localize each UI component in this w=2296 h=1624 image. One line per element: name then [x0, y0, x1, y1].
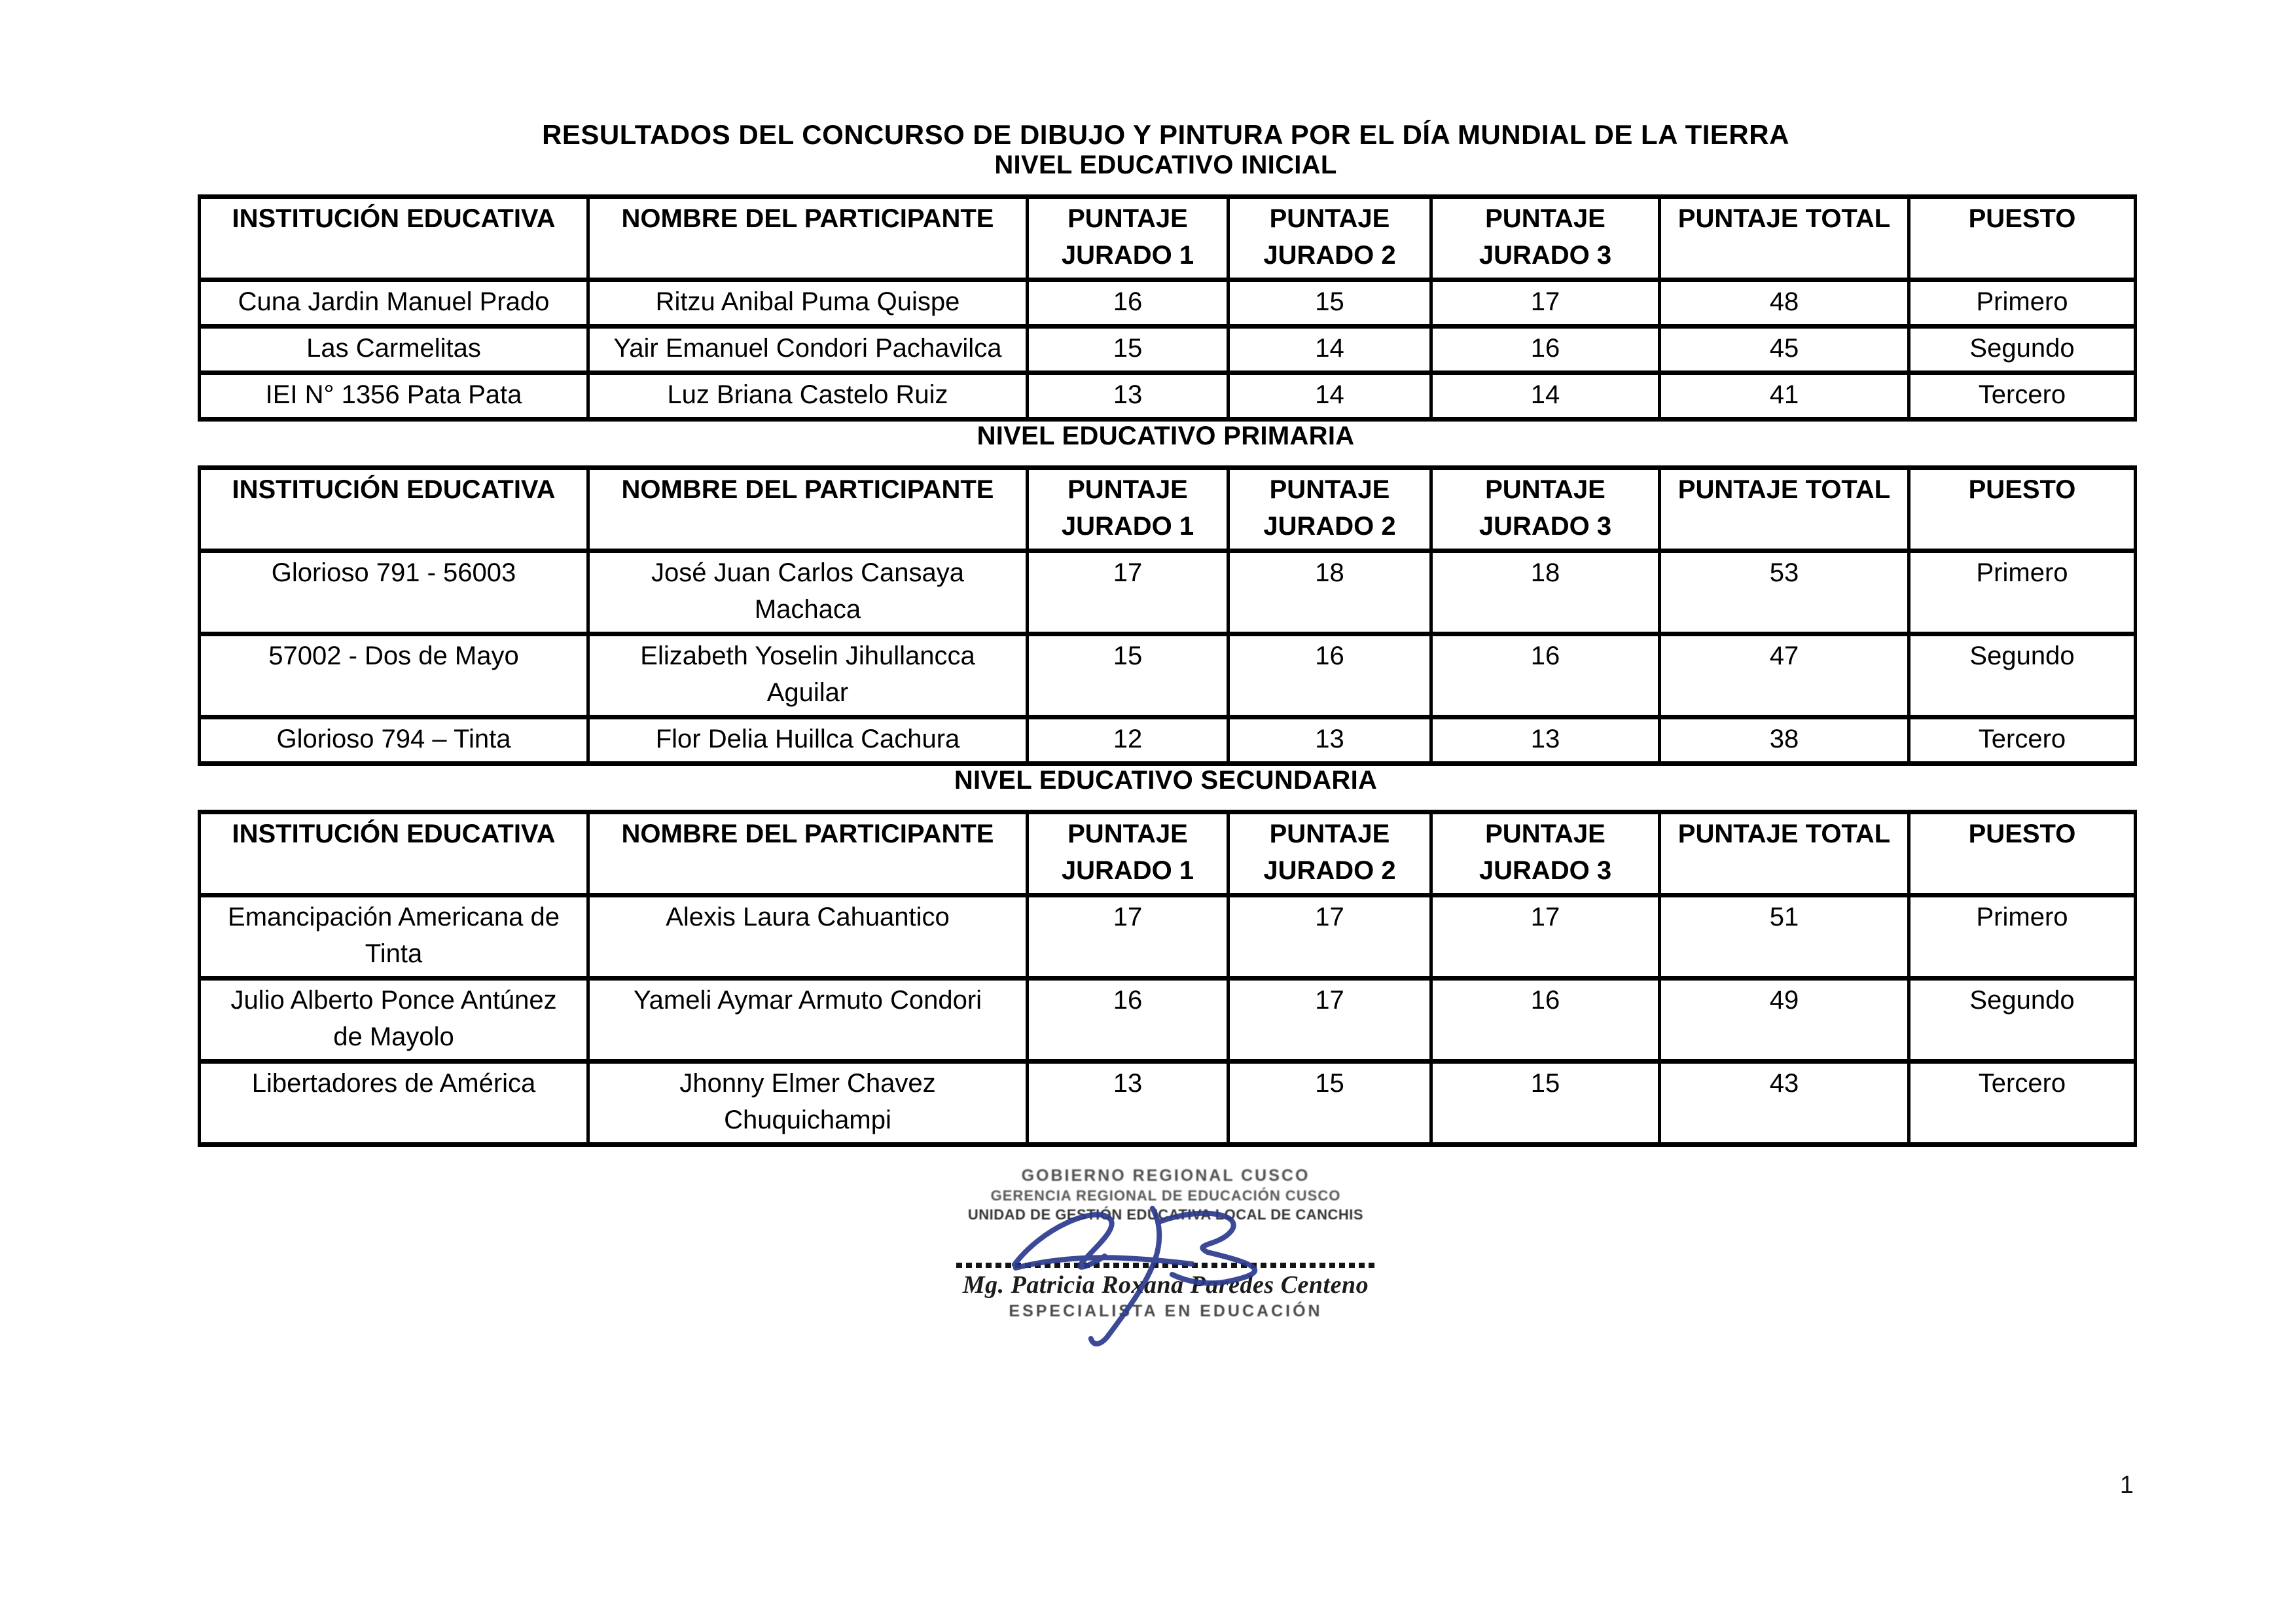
- results-table-primaria: [198, 465, 2137, 766]
- section-title-inicial: NIVEL EDUCATIVO INICIAL: [994, 151, 1337, 179]
- col-header-participante: NOMBRE DEL PARTICIPANTE: [588, 468, 1028, 551]
- cell-institucion: Glorioso 794 – Tinta: [200, 717, 588, 764]
- table-row: [200, 551, 2136, 634]
- cell-puesto: Segundo: [1909, 634, 2136, 717]
- results-table-inicial: [198, 194, 2137, 422]
- cell-participante: José Juan Carlos Cansaya Machaca: [588, 551, 1028, 634]
- cell-puntaje-jurado-1: 16: [1028, 280, 1229, 327]
- cell-puntaje-total: 51: [1660, 895, 1909, 979]
- col-header-institucion: INSTITUCIÓN EDUCATIVA: [200, 812, 588, 895]
- table-row: [200, 895, 2136, 979]
- cell-puntaje-jurado-2: 13: [1229, 717, 1431, 764]
- col-header-puntaje-jurado-3: PUNTAJE JURADO 3: [1431, 812, 1660, 895]
- table-row: [200, 634, 2136, 717]
- cell-participante: Alexis Laura Cahuantico: [588, 895, 1028, 979]
- document-content: [198, 119, 2134, 1321]
- cell-puntaje-jurado-3: 15: [1431, 1062, 1660, 1145]
- table-row: [200, 373, 2136, 420]
- col-header-puntaje-jurado-2: PUNTAJE JURADO 2: [1229, 468, 1431, 551]
- cell-puesto: Primero: [1909, 895, 2136, 979]
- cell-institucion: Libertadores de América: [200, 1062, 588, 1145]
- cell-puntaje-total: 53: [1660, 551, 1909, 634]
- cell-puntaje-jurado-1: 12: [1028, 717, 1229, 764]
- cell-puntaje-jurado-1: 15: [1028, 634, 1229, 717]
- cell-participante: Flor Delia Huillca Cachura: [588, 717, 1028, 764]
- cell-puntaje-total: 48: [1660, 280, 1909, 327]
- document-title: RESULTADOS DEL CONCURSO DE DIBUJO Y PINTURA POR EL DÍA MUNDIAL DE LA TIERRA: [542, 119, 1789, 150]
- col-header-puesto: PUESTO: [1909, 812, 2136, 895]
- cell-puntaje-jurado-2: 18: [1229, 551, 1431, 634]
- cell-puesto: Segundo: [1909, 327, 2136, 373]
- col-header-puntaje-jurado-1: PUNTAJE JURADO 1: [1028, 197, 1229, 280]
- col-header-puesto: PUESTO: [1909, 197, 2136, 280]
- cell-participante: Yair Emanuel Condori Pachavilca: [588, 327, 1028, 373]
- signatory-role: ESPECIALISTA EN EDUCACIÓN: [1009, 1302, 1323, 1320]
- table-row: [200, 327, 2136, 373]
- col-header-participante: NOMBRE DEL PARTICIPANTE: [588, 197, 1028, 280]
- col-header-puntaje-jurado-3: PUNTAJE JURADO 3: [1431, 468, 1660, 551]
- col-header-puntaje-jurado-2: PUNTAJE JURADO 2: [1229, 197, 1431, 280]
- cell-puesto: Tercero: [1909, 1062, 2136, 1145]
- signature-ink-icon: [996, 1200, 1310, 1364]
- stamp-org-line1: GOBIERNO REGIONAL CUSCO: [1021, 1166, 1310, 1185]
- table-row: [200, 1062, 2136, 1145]
- cell-puntaje-jurado-2: 15: [1229, 1062, 1431, 1145]
- cell-puntaje-jurado-3: 16: [1431, 327, 1660, 373]
- header-row: [200, 812, 2136, 895]
- cell-puntaje-jurado-2: 14: [1229, 327, 1431, 373]
- cell-puntaje-jurado-1: 16: [1028, 979, 1229, 1062]
- col-header-puntaje-jurado-1: PUNTAJE JURADO 1: [1028, 812, 1229, 895]
- cell-puntaje-total: 41: [1660, 373, 1909, 420]
- cell-puntaje-jurado-3: 16: [1431, 979, 1660, 1062]
- cell-participante: Elizabeth Yoselin Jihullancca Aguilar: [588, 634, 1028, 717]
- header-row: [200, 468, 2136, 551]
- cell-participante: Yameli Aymar Armuto Condori: [588, 979, 1028, 1062]
- cell-puntaje-jurado-1: 17: [1028, 551, 1229, 634]
- cell-participante: Luz Briana Castelo Ruiz: [588, 373, 1028, 420]
- cell-puntaje-jurado-3: 14: [1431, 373, 1660, 420]
- cell-puesto: Primero: [1909, 280, 2136, 327]
- cell-institucion: 57002 - Dos de Mayo: [200, 634, 588, 717]
- cell-puntaje-jurado-1: 17: [1028, 895, 1229, 979]
- cell-puntaje-jurado-1: 15: [1028, 327, 1229, 373]
- col-header-puntaje-total: PUNTAJE TOTAL: [1660, 812, 1909, 895]
- cell-puesto: Tercero: [1909, 717, 2136, 764]
- page-number: 1: [2119, 1471, 2134, 1499]
- cell-institucion: Las Carmelitas: [200, 327, 588, 373]
- col-header-puntaje-jurado-1: PUNTAJE JURADO 1: [1028, 468, 1229, 551]
- cell-participante: Jhonny Elmer Chavez Chuquichampi: [588, 1062, 1028, 1145]
- cell-puntaje-jurado-3: 17: [1431, 895, 1660, 979]
- cell-puntaje-total: 43: [1660, 1062, 1909, 1145]
- header-row: [200, 197, 2136, 280]
- cell-puntaje-jurado-3: 17: [1431, 280, 1660, 327]
- signature-stamp-block: [917, 1166, 1414, 1321]
- section-title-primaria: NIVEL EDUCATIVO PRIMARIA: [977, 422, 1355, 450]
- col-header-puntaje-total: PUNTAJE TOTAL: [1660, 468, 1909, 551]
- cell-puntaje-total: 47: [1660, 634, 1909, 717]
- table-row: [200, 717, 2136, 764]
- cell-puntaje-jurado-2: 17: [1229, 979, 1431, 1062]
- cell-institucion: Julio Alberto Ponce Antúnez de Mayolo: [200, 979, 588, 1062]
- cell-puesto: Primero: [1909, 551, 2136, 634]
- col-header-institucion: INSTITUCIÓN EDUCATIVA: [200, 197, 588, 280]
- cell-puntaje-jurado-1: 13: [1028, 1062, 1229, 1145]
- table-row: [200, 280, 2136, 327]
- cell-puntaje-jurado-2: 15: [1229, 280, 1431, 327]
- cell-puntaje-jurado-2: 16: [1229, 634, 1431, 717]
- cell-puesto: Segundo: [1909, 979, 2136, 1062]
- cell-puntaje-total: 45: [1660, 327, 1909, 373]
- col-header-puntaje-jurado-3: PUNTAJE JURADO 3: [1431, 197, 1660, 280]
- cell-participante: Ritzu Anibal Puma Quispe: [588, 280, 1028, 327]
- cell-puntaje-jurado-1: 13: [1028, 373, 1229, 420]
- results-table-secundaria: [198, 810, 2137, 1147]
- signatory-name: Mg. Patricia Roxana Paredes Centeno: [962, 1271, 1369, 1299]
- cell-puntaje-jurado-2: 17: [1229, 895, 1431, 979]
- cell-puntaje-jurado-3: 13: [1431, 717, 1660, 764]
- col-header-puntaje-jurado-2: PUNTAJE JURADO 2: [1229, 812, 1431, 895]
- col-header-institucion: INSTITUCIÓN EDUCATIVA: [200, 468, 588, 551]
- stamp-org-line3: UNIDAD DE GESTIÓN EDUCATIVA LOCAL DE CANCHIS: [967, 1206, 1364, 1223]
- cell-institucion: Emancipación Americana de Tinta: [200, 895, 588, 979]
- cell-puntaje-total: 38: [1660, 717, 1909, 764]
- cell-institucion: IEI N° 1356 Pata Pata: [200, 373, 588, 420]
- cell-institucion: Cuna Jardin Manuel Prado: [200, 280, 588, 327]
- cell-puntaje-total: 49: [1660, 979, 1909, 1062]
- col-header-puntaje-total: PUNTAJE TOTAL: [1660, 197, 1909, 280]
- cell-puesto: Tercero: [1909, 373, 2136, 420]
- col-header-puesto: PUESTO: [1909, 468, 2136, 551]
- cell-puntaje-jurado-2: 14: [1229, 373, 1431, 420]
- table-row: [200, 979, 2136, 1062]
- stamp-org-line2: GERENCIA REGIONAL DE EDUCACIÓN CUSCO: [990, 1187, 1341, 1204]
- section-title-secundaria: NIVEL EDUCATIVO SECUNDARIA: [954, 766, 1378, 795]
- cell-puntaje-jurado-3: 18: [1431, 551, 1660, 634]
- cell-institucion: Glorioso 791 - 56003: [200, 551, 588, 634]
- cell-puntaje-jurado-3: 16: [1431, 634, 1660, 717]
- col-header-participante: NOMBRE DEL PARTICIPANTE: [588, 812, 1028, 895]
